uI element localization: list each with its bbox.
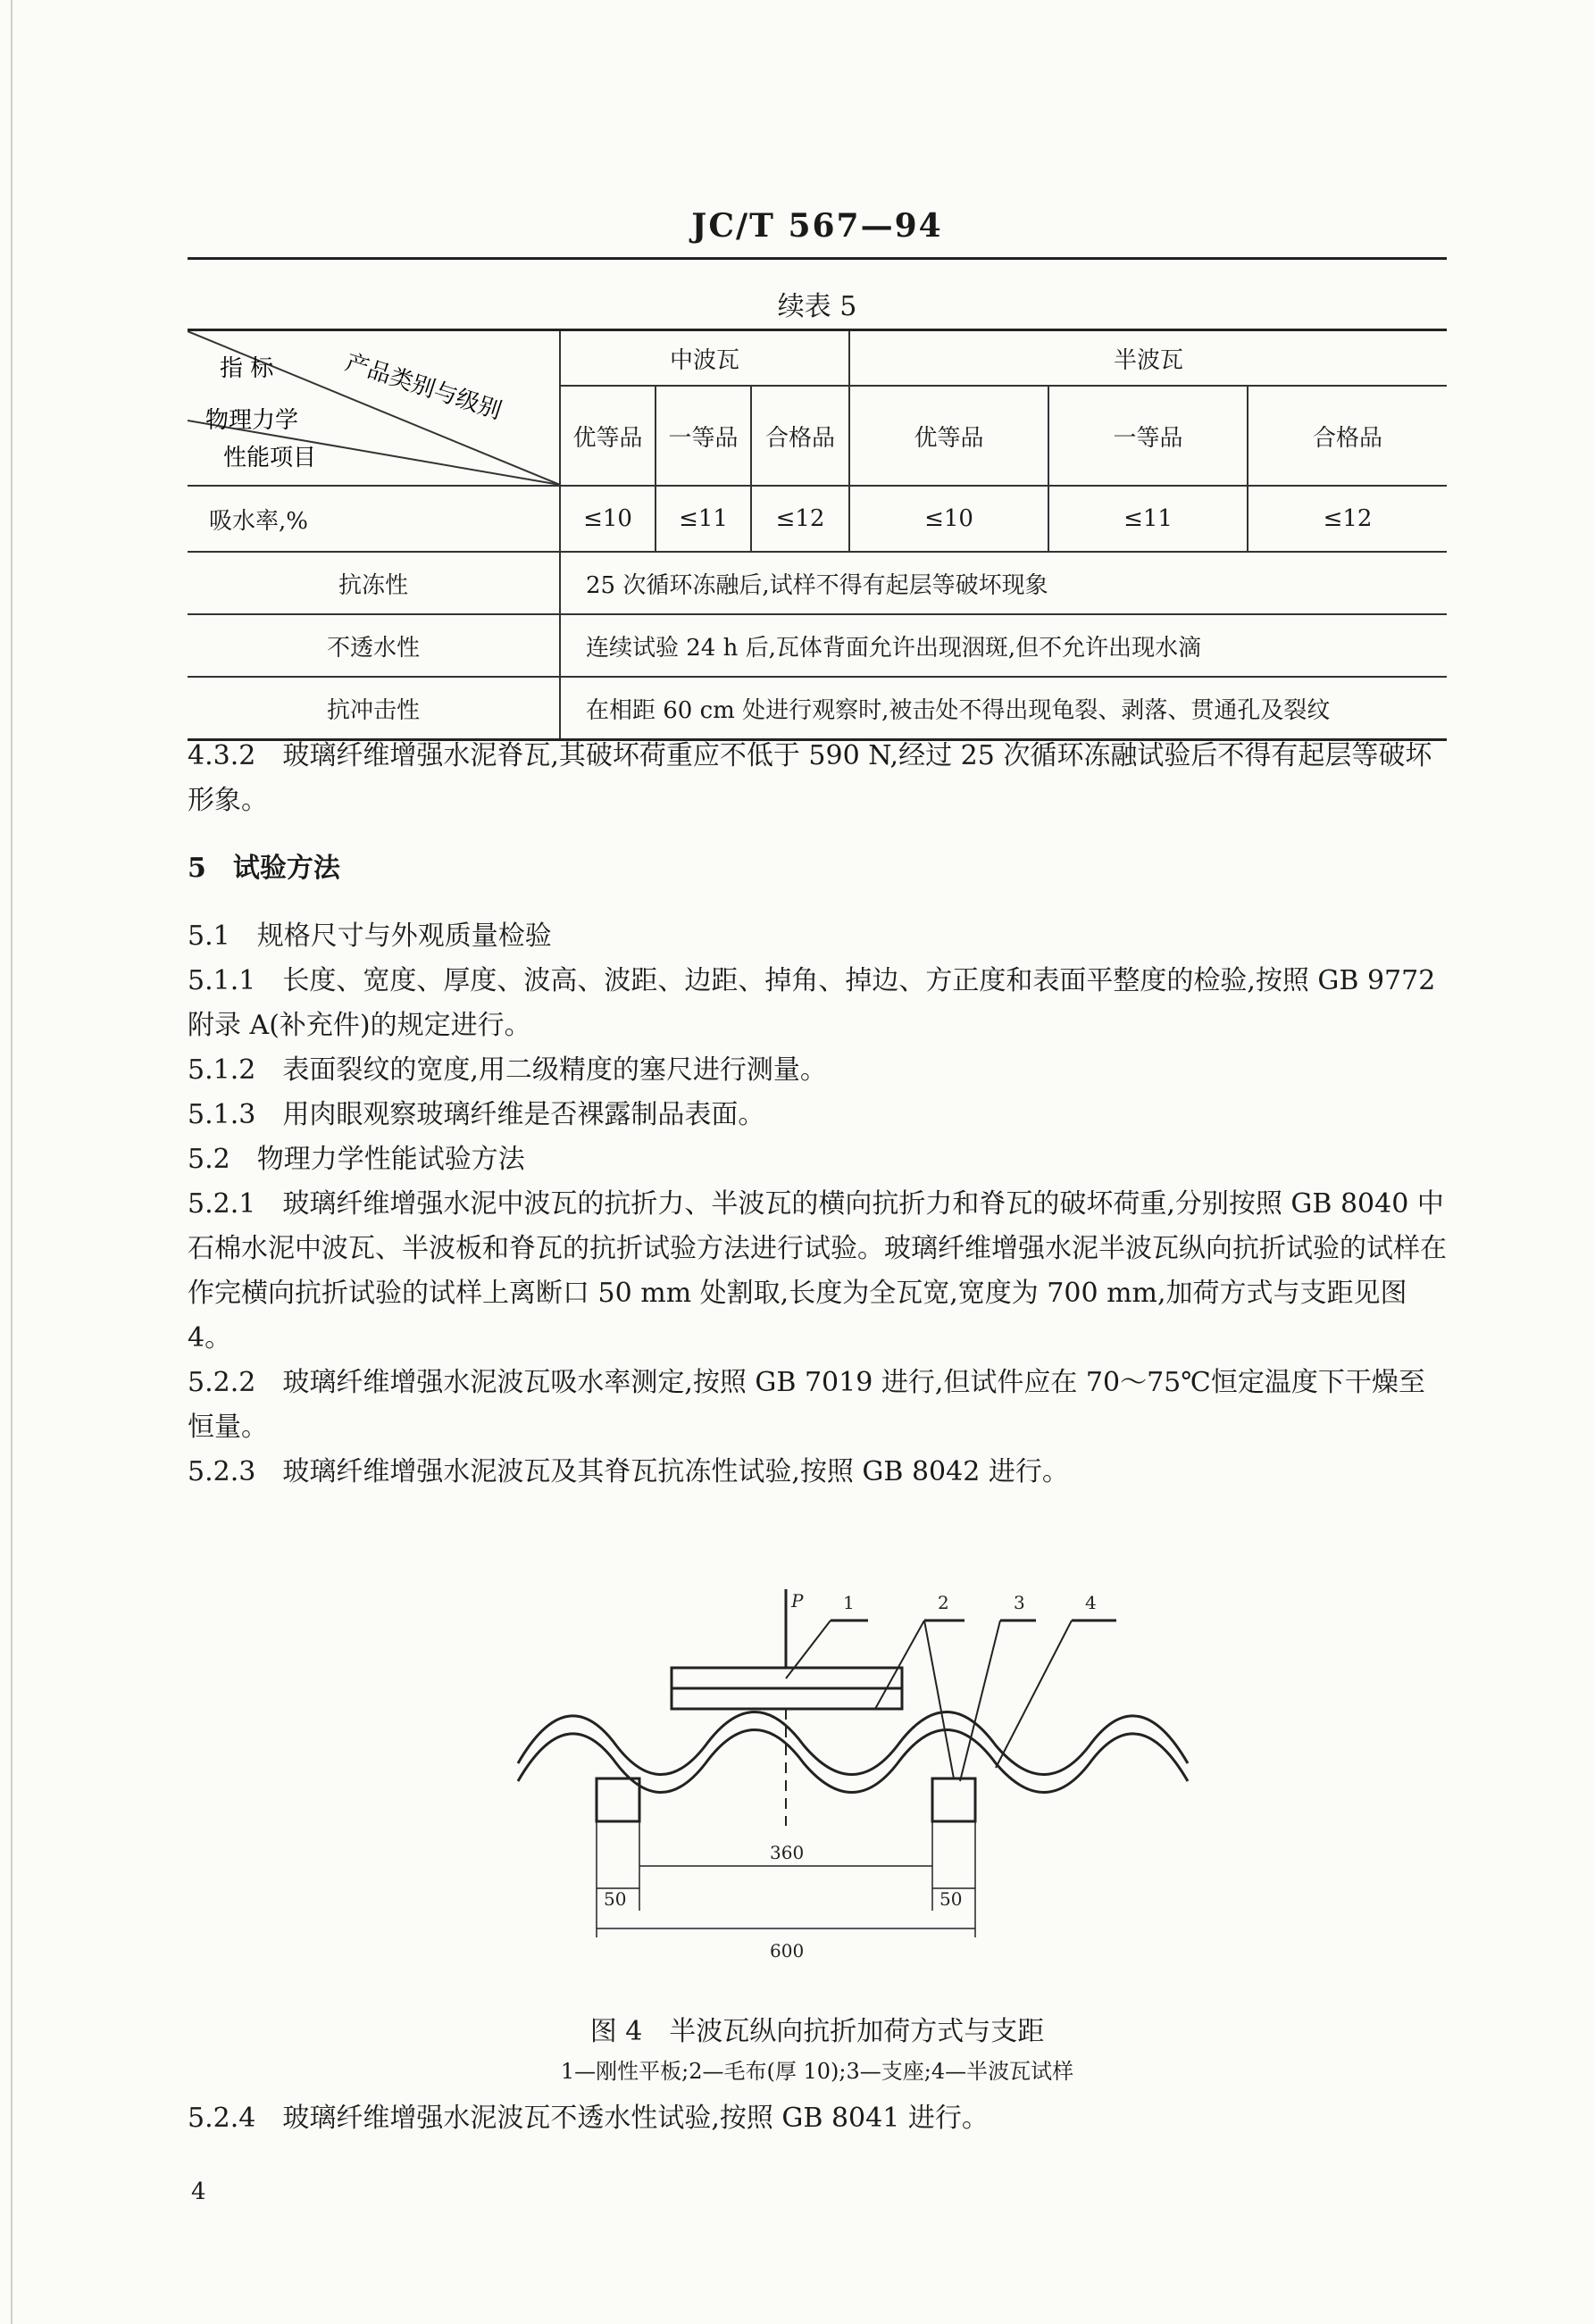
callout-2: 2 (938, 1592, 949, 1613)
corner-label-top-1: 指 标 (220, 355, 274, 382)
row-label: 不透水性 (188, 614, 560, 677)
grade-header: 合格品 (751, 386, 849, 486)
section-title-5-2: 5.2 物理力学性能试验方法 (188, 1144, 525, 1175)
callout-3: 3 (1014, 1592, 1025, 1613)
row-label: 抗冲击性 (188, 677, 560, 740)
table-cell: ≤12 (1248, 486, 1447, 552)
body-text-block-bottom (188, 2096, 1447, 2141)
callout-1: 1 (843, 1592, 855, 1613)
paragraph-5-2-1: 5.2.1 玻璃纤维增强水泥中波瓦的抗折力、半波瓦的横向抗折力和脊瓦的破坏荷重,分别按照 GB 8040 中石棉水泥中波瓦、半波板和脊瓦的抗折试验方法进行试验。玻璃纤维增强水泥半波瓦纵向抗折试验的试样在作完横向抗折试验的试样上离断口 50 mm 处割取,长度为全瓦宽,宽度为 700 mm,加荷方式与支距见图 4。 (188, 1188, 1447, 1354)
corner-label-left-2: 性能项目 (223, 445, 317, 471)
page-number: 4 (191, 2178, 206, 2205)
table-cell: ≤12 (751, 486, 849, 552)
row-label: 吸水率,% (188, 486, 560, 552)
paragraph-5-1-2: 5.1.2 表面裂纹的宽度,用二级精度的塞尺进行测量。 (188, 1054, 827, 1086)
table-row (188, 677, 1447, 740)
table-cell: ≤10 (849, 486, 1048, 552)
row-description: 在相距 60 cm 处进行观察时,被击处不得出现龟裂、剥落、贯通孔及裂纹 (560, 677, 1447, 740)
properties-table (188, 329, 1447, 741)
corner-label-left-1: 物理力学 (205, 407, 299, 434)
grade-header: 一等品 (1048, 386, 1248, 486)
support-left (597, 1778, 639, 1821)
body-text-block (188, 734, 1447, 1495)
doc-code-header: JC/T 567—94 (691, 207, 943, 245)
figure-4-diagram (500, 1536, 1482, 2000)
paragraph-5-2-3: 5.2.3 玻璃纤维增强水泥波瓦及其脊瓦抗冻性试验,按照 GB 8042 进行。 (188, 1456, 1069, 1487)
figure-caption: 图 4 半波瓦纵向抗折加荷方式与支距 (589, 2016, 1045, 2047)
section-title-5-1: 5.1 规格尺寸与外观质量检验 (188, 920, 552, 952)
table-row (188, 614, 1447, 677)
group-header-medium-wave: 中波瓦 (560, 330, 849, 387)
table-cell: ≤10 (560, 486, 656, 552)
row-label: 抗冻性 (188, 552, 560, 614)
row-description: 25 次循环冻融后,试样不得有起层等破坏现象 (560, 552, 1447, 614)
grade-header: 优等品 (849, 386, 1048, 486)
support-right (932, 1778, 975, 1821)
grade-header: 优等品 (560, 386, 656, 486)
dim-support-right: 50 (939, 1888, 963, 1910)
load-label: P (791, 1590, 804, 1612)
paragraph-5-1-1: 5.1.1 长度、宽度、厚度、波高、波距、边距、掉角、掉边、方正度和表面平整度的检验,按照 GB 9772 附录 A(补充件)的规定进行。 (188, 965, 1436, 1041)
corner-diagonals (188, 331, 560, 485)
paragraph-5-2-4: 5.2.4 玻璃纤维增强水泥波瓦不透水性试验,按照 GB 8041 进行。 (188, 2103, 989, 2134)
table-caption: 续表 5 (777, 291, 857, 322)
dim-span-inner: 360 (770, 1842, 805, 1863)
paragraph-5-2-2: 5.2.2 玻璃纤维增强水泥波瓦吸水率测定,按照 GB 7019 进行,但试件应在 70～75℃恒定温度下干燥至恒量。 (188, 1367, 1425, 1443)
grade-header: 一等品 (656, 386, 751, 486)
table-row (188, 552, 1447, 614)
corner-label-top-2: 产品类别与级别 (341, 349, 505, 425)
row-description: 连续试验 24 h 后,瓦体背面允许出现洇斑,但不允许出现水滴 (560, 614, 1447, 677)
callout-4: 4 (1085, 1592, 1097, 1613)
dim-span-total: 600 (770, 1940, 805, 1962)
table-cell: ≤11 (656, 486, 751, 552)
table-cell: ≤11 (1048, 486, 1248, 552)
grade-header: 合格品 (1248, 386, 1447, 486)
corner-header-cell (188, 330, 560, 487)
paragraph-5-1-3: 5.1.3 用肉眼观察玻璃纤维是否裸露制品表面。 (188, 1099, 765, 1130)
wave-sheet-outline-inner (518, 1730, 1188, 1793)
section-title-5: 5 试验方法 (188, 853, 340, 884)
paragraph-4-3-2: 4.3.2 玻璃纤维增强水泥脊瓦,其破坏荷重应不低于 590 N,经过 25 次循环冻融试验后不得有起层等破坏形象。 (188, 740, 1432, 816)
header-rule (188, 257, 1447, 260)
table-row (188, 486, 1447, 552)
dim-support-left: 50 (604, 1888, 627, 1910)
figure-legend: 1—刚性平板;2—毛布(厚 10);3—支座;4—半波瓦试样 (560, 2059, 1074, 2084)
group-header-half-wave: 半波瓦 (849, 330, 1447, 387)
scan-margin-line (11, 0, 13, 2324)
